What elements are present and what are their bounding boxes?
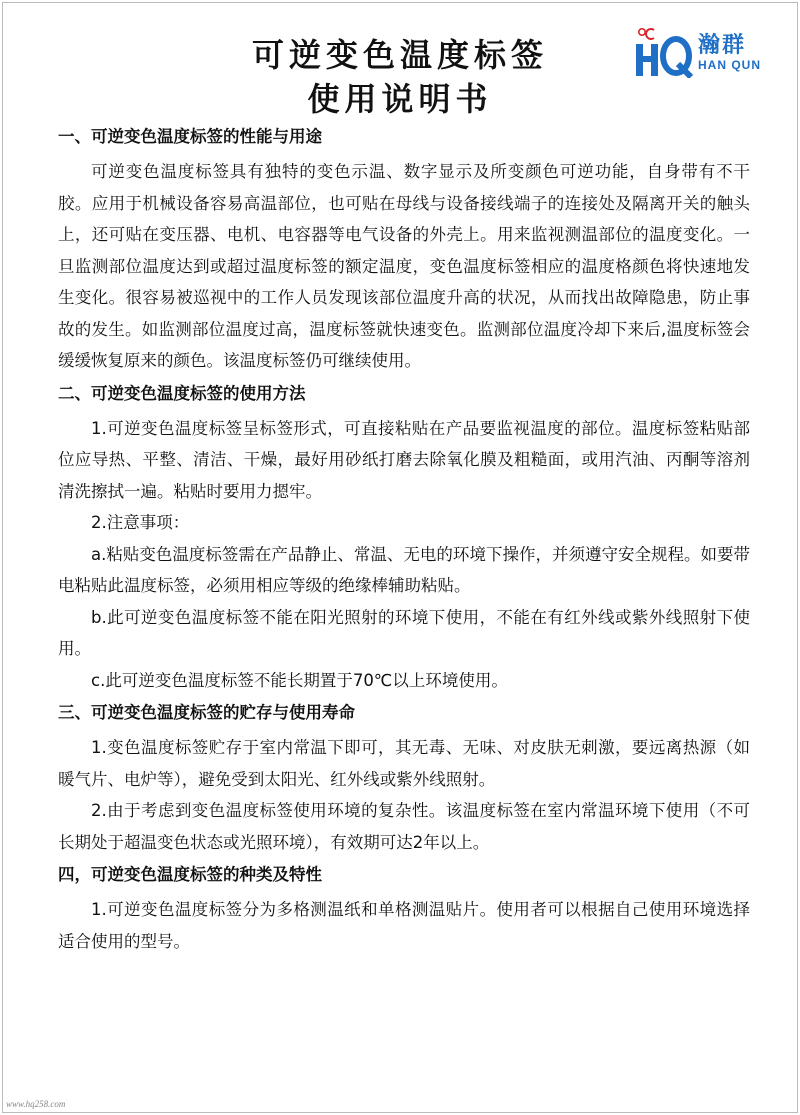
brand-name-cn: 瀚群 bbox=[698, 33, 747, 58]
brand-name-en: HAN QUN bbox=[698, 58, 761, 72]
brand-logo bbox=[634, 24, 764, 80]
document-body bbox=[58, 126, 750, 957]
document-title-line2: 使用说明书 bbox=[307, 80, 493, 118]
section-heading: 三、可逆变色温度标签的贮存与使用寿命 bbox=[58, 703, 355, 722]
paragraph: 1.变色温度标签贮存于室内常温下即可，其无毒、无味、对皮肤无刺激，要远离热源（如暖气片、电炉等），避免受到太阳光、红外线或紫外线照射。 bbox=[58, 738, 750, 789]
paragraph: 1.可逆变色温度标签分为多格测温纸和单格测温贴片。使用者可以根据自己使用环境选择适合使用的型号。 bbox=[58, 900, 750, 951]
document-title-line1: 可逆变色温度标签 bbox=[251, 36, 548, 74]
section-usage bbox=[58, 383, 750, 697]
paragraph: 1.可逆变色温度标签呈标签形式，可直接粘贴在产品要监视温度的部位。温度标签粘贴部位应导热、平整、清洁、干燥，最好用砂纸打磨去除氧化膜及粗糙面，或用汽油、丙酮等溶剂清洗擦拭一遍。粘贴时要用力摁牢。 bbox=[58, 418, 750, 501]
section-storage bbox=[58, 702, 750, 858]
site-watermark: www.hq258.com bbox=[6, 1099, 66, 1109]
paragraph: 可逆变色温度标签具有独特的变色示温、数字显示及所变颜色可逆功能，自身带有不干胶。应用于机械设备容易高温部位，也可贴在母线与设备接线端子的连接处及隔离开关的触头上，还可贴在变压器、电机、电容器等电气设备的外壳上。用来监视测温部位的温度变化。一旦监测部位温度达到或超过温度标签的额定温度，变色温度标签相应的温度格颜色将快速地发生变化。很容易被巡视中的工作人员发现该部位温度升高的状况，从而找出故障隐患，防止事故的发生。如监测部位温度过高，温度标签就快速变色。监测部位温度冷却下来后,温度标签会缓缓恢复原来的颜色。该温度标签仍可继续使用。 bbox=[58, 162, 750, 370]
section-heading: 一、可逆变色温度标签的性能与用途 bbox=[58, 127, 322, 146]
section-heading: 二、可逆变色温度标签的使用方法 bbox=[58, 383, 306, 403]
hq-logo-icon bbox=[634, 24, 694, 78]
paragraph: b.此可逆变色温度标签不能在阳光照射的环境下使用，不能在有红外线或紫外线照射下使用。 bbox=[58, 607, 750, 658]
section-performance bbox=[58, 126, 750, 377]
paragraph: a.粘贴变色温度标签需在产品静止、常温、无电的环境下操作，并须遵守安全规程。如要带电粘贴此温度标签，必须用相应等级的绝缘棒辅助粘贴。 bbox=[58, 544, 750, 595]
paragraph: c.此可逆变色温度标签不能长期置于70℃以上环境使用。 bbox=[91, 670, 508, 690]
paragraph: 2.注意事项： bbox=[91, 513, 190, 532]
section-heading: 四，可逆变色温度标签的种类及特性 bbox=[58, 865, 322, 884]
paragraph: 2.由于考虑到变色温度标签使用环境的复杂性。该温度标签在室内常温环境下使用（不可长期处于超温变色状态或光照环境），有效期可达2年以上。 bbox=[58, 801, 750, 852]
section-types bbox=[58, 864, 750, 957]
document-header bbox=[0, 0, 800, 118]
